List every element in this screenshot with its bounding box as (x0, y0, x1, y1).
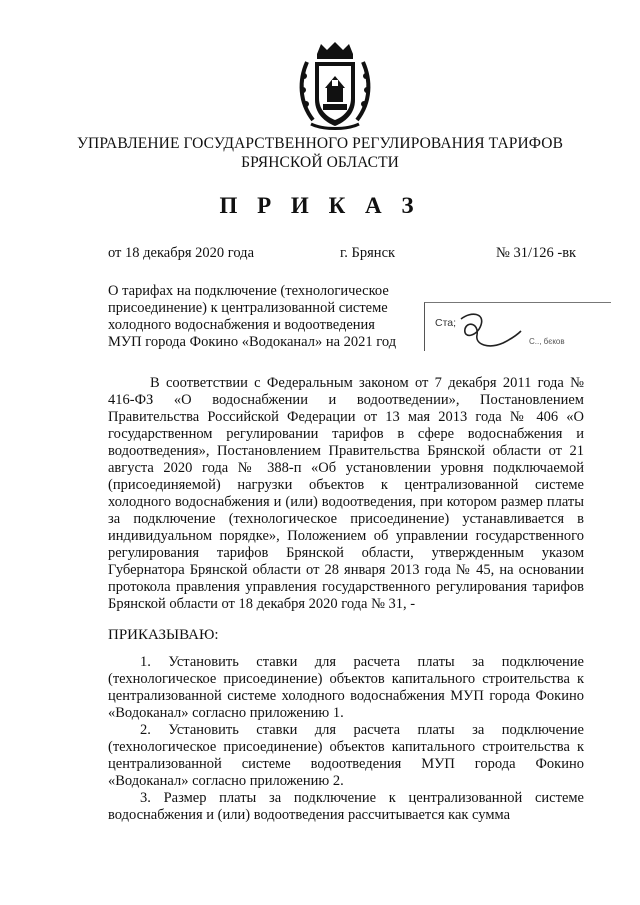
organization-name-line1: УПРАВЛЕНИЕ ГОСУДАРСТВЕННОГО РЕГУЛИРОВАНИЯ ТАРИФОВ (76, 135, 564, 152)
signature-icon (455, 309, 525, 353)
order-heading: ПРИКАЗЫВАЮ: (108, 627, 219, 643)
stamp-text-line2: С.., бєков (529, 337, 565, 346)
document-title: П Р И К А З (219, 193, 421, 218)
preamble-paragraph: В соответствии с Федеральным законом от 7 декабря 2011 года № 416-ФЗ «О водоснабжении и водоотведении», Постановлением Правительства Российской Федерации от 13 мая 2013 года № 406 «О государственном регулировании тарифов в сфере водоснабжения и водоотведения», Постановлением Правительства Брянской области от 21 августа 2020 года № 388-п «Об установлении уровня подключаемой (присоединяемой) нагрузки объектов к централизованной системе холодного водоснабжения и (или) водоотведения, при котором размер платы за подключение (технологическое присоединение) устанавливается в индивидуальном порядке», Положением об управлении государственного регулирования тарифов Брянской области, утвержденным указом Губернатора Брянской области от 28 января 2013 года № 45, на основании протокола правления управления государственного регулирования тарифов Брянской области от 18 декабря 2020 года № 31, - (108, 375, 584, 612)
approval-stamp (424, 302, 611, 351)
order-item-2: 2. Установить ставки для расчета платы за подключение (технологическое присоединение) объектов капитального строительства к централизованной системе водоотведения МУП города Фокино «Водоканал» согласно приложению 2. (108, 722, 584, 789)
order-item-3: 3. Размер платы за подключение к централизованной системе водоснабжения и (или) водоотведения рассчитывается как сумма (108, 790, 584, 823)
order-item-1: 1. Установить ставки для расчета платы за подключение (технологическое присоединение) объектов капитального строительства к централизованной системе холодного водоснабжения МУП города Фокино «Водоканал» согласно приложению 1. (108, 654, 584, 721)
document-place: г. Брянск (340, 245, 396, 261)
coat-of-arms-icon (297, 40, 373, 132)
organization-name-line2: БРЯНСКОЙ ОБЛАСТИ (241, 154, 399, 171)
document-subject: О тарифах на подключение (технологическое присоединение) к централизованной системе холодного водоснабжения и водоотведения МУП города Фокино «Водоканал» на 2021 год (108, 283, 397, 350)
document-number: № 31/126 -вк (496, 245, 577, 261)
stamp-text-line1: Ста; (435, 317, 457, 329)
document-date: от 18 декабря 2020 года (108, 245, 254, 261)
